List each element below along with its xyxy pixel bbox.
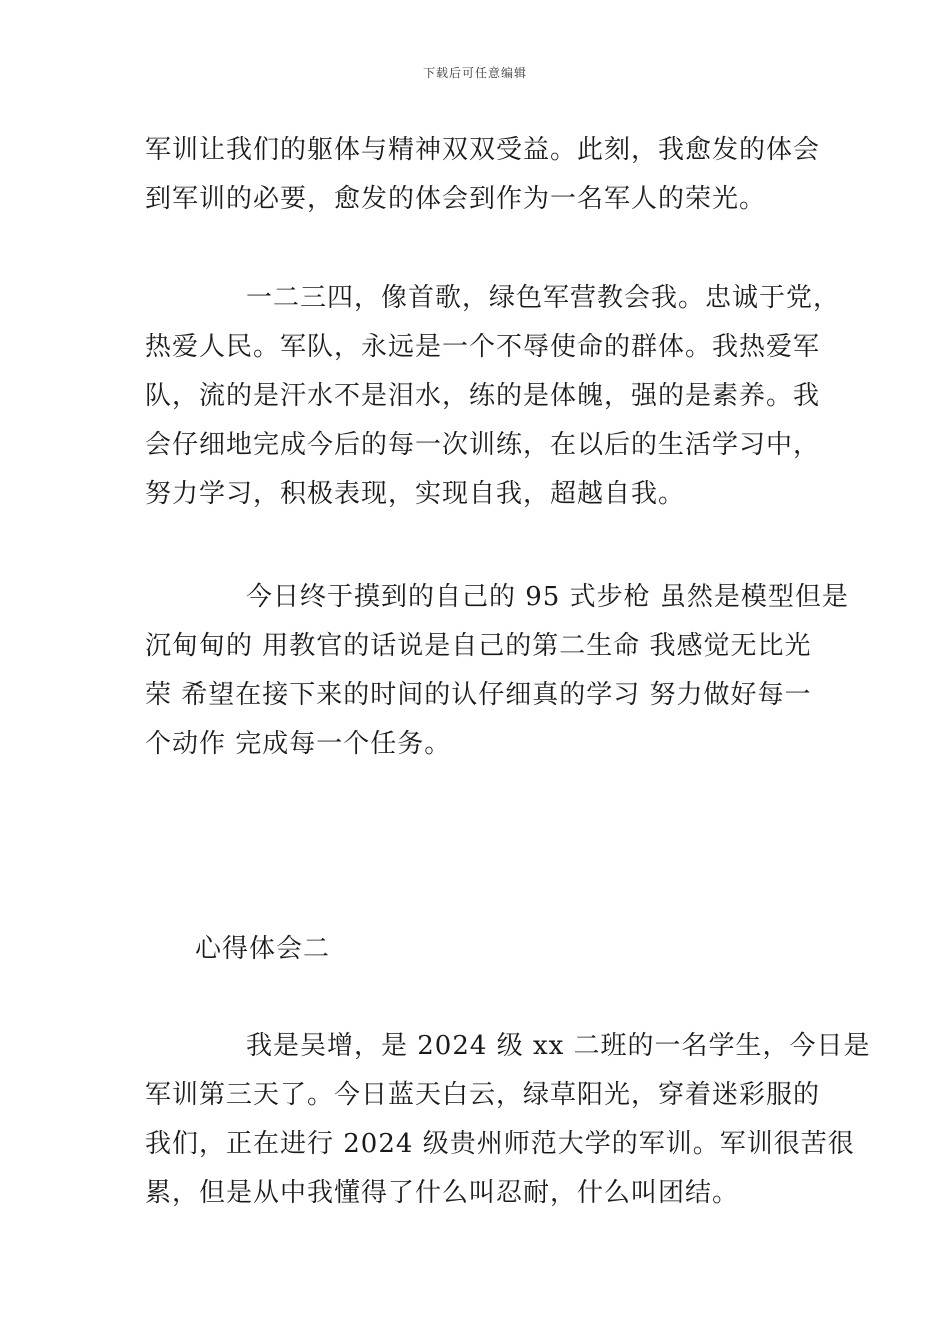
paragraph-line: 沉甸甸的 用教官的话说是自己的第二生命 我感觉无比光 (145, 631, 812, 661)
paragraph-4 (145, 1022, 871, 1218)
paragraph-3 (145, 573, 849, 769)
paragraph-line: 我是吴增，是 2024 级 xx 二班的一名学生，今日是 (246, 1031, 871, 1061)
paragraph-line: 会仔细地完成今后的每一次训练，在以后的生活学习中， (145, 430, 821, 460)
paragraph-line: 今日终于摸到的自己的 95 式步枪 虽然是模型但是 (246, 582, 849, 612)
section-title: 心得体会二 (195, 934, 331, 964)
paragraph-line: 努力学习，积极表现，实现自我，超越自我。 (145, 479, 686, 509)
paragraph-line: 热爱人民。军队，永远是一个不辱使命的群体。我热爱军 (145, 332, 821, 362)
paragraph-line: 到军训的必要，愈发的体会到作为一名军人的荣光。 (145, 184, 767, 214)
paragraph-line: 我们，正在进行 2024 级贵州师范大学的军训。军训很苦很 (145, 1129, 855, 1159)
paragraph-line: 一二三四，像首歌，绿色军营教会我。忠诚于党， (246, 283, 841, 313)
paragraph-line: 队，流的是汗水不是泪水，练的是体魄，强的是素养。我 (145, 381, 821, 411)
paragraph-1 (145, 126, 821, 224)
paragraph-line: 军训第三天了。今日蓝天白云，绿草阳光，穿着迷彩服的 (145, 1080, 821, 1110)
paragraph-line: 军训让我们的躯体与精神双双受益。此刻，我愈发的体会 (145, 135, 821, 165)
paragraph-line: 个动作 完成每一个任务。 (145, 729, 452, 759)
page-header: 下载后可任意编辑 (422, 66, 527, 80)
paragraph-line: 荣 希望在接下来的时间的认仔细真的学习 努力做好每一 (145, 680, 812, 710)
paragraph-2 (145, 274, 841, 519)
paragraph-line: 累，但是从中我懂得了什么叫忍耐，什么叫团结。 (145, 1178, 740, 1208)
